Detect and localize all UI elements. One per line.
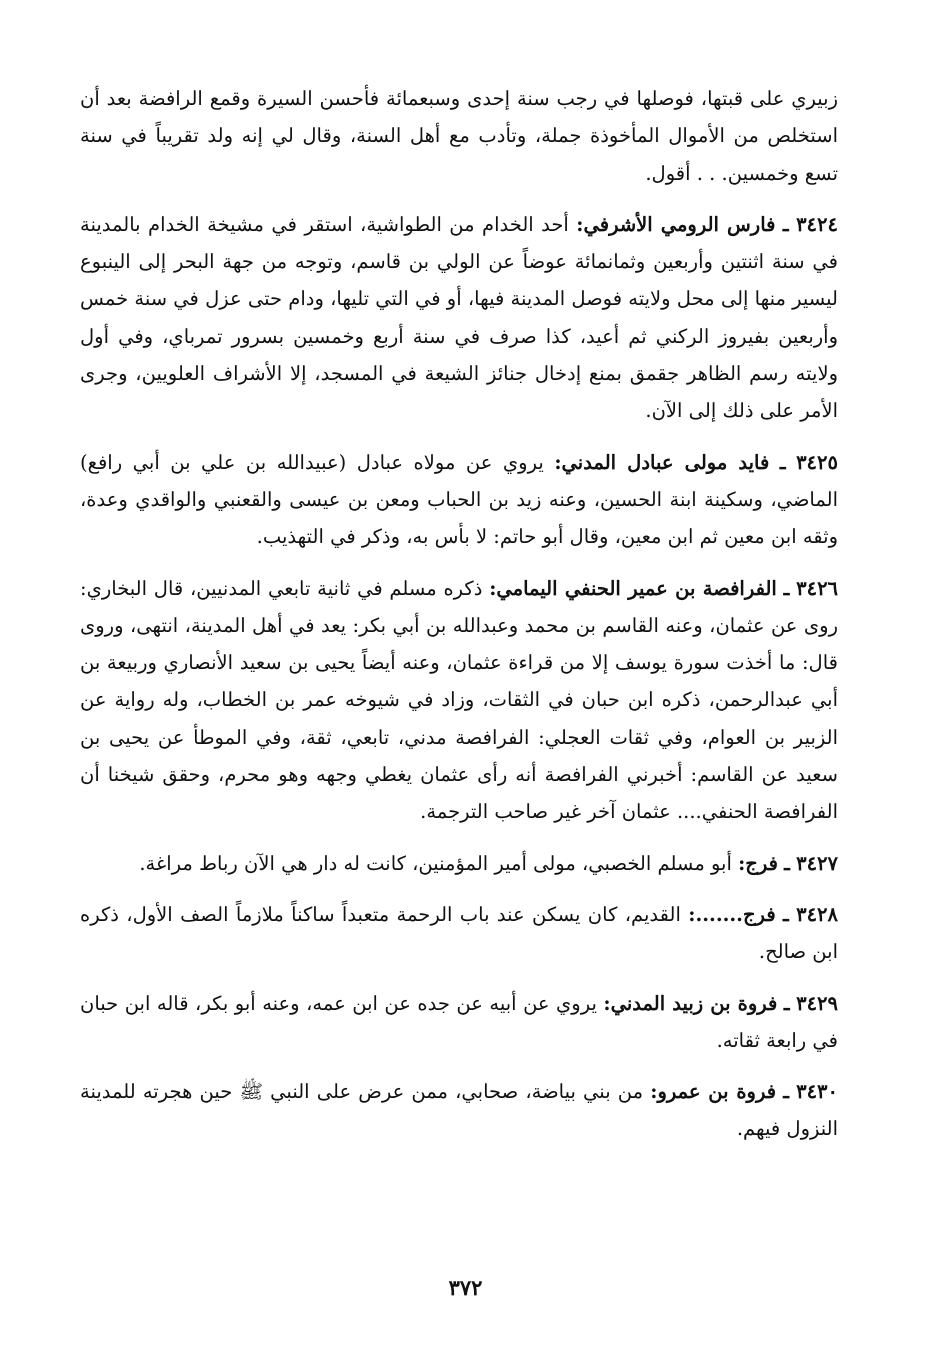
entry-separator: ـ — [783, 902, 789, 926]
entry-3428 — [80, 896, 838, 971]
entry-number: ٣٤٢٦ — [796, 576, 839, 600]
entry-separator: ـ — [784, 851, 790, 875]
entry-3425 — [80, 444, 838, 556]
paragraph-gap — [80, 1059, 838, 1073]
entry-text: القديم، كان يسكن عند باب الرحمة متعبداً ساكناً ملازماً الصف الأول، ذكره ابن صالح. — [80, 902, 838, 964]
entry-number: ٣٤٢٤ — [796, 212, 838, 236]
entry-text: يروي عن مولاه عبادل (عبيدالله بن علي بن أبي رافع) الماضي، وسكينة ابنة الحسين، وعنه زيد بن الحباب ومعن بن عيسى والقعنبي والواقدي وعدة، وثقه ابن معين ثم ابن معين، وقال أبو حاتم: لا بأس به، وذكر في التهذيب. — [80, 450, 838, 549]
opening-text: زبيري على قبتها، فوصلها في رجب سنة إحدى وسبعمائة فأحسن السيرة وقمع الرافضة بعد أن استخلص من الأموال المأخوذة جملة، وتأدب مع أهل السنة، وقال لي إنه ولد تقريباً في سنة تسع وخمسين. . . أقول. — [80, 87, 838, 185]
paragraph-gap — [80, 831, 838, 845]
entry-3424 — [80, 206, 838, 430]
paragraph-gap — [80, 971, 838, 985]
entry-separator: ـ — [782, 212, 789, 236]
opening-paragraph — [80, 80, 838, 192]
entry-3427 — [80, 845, 838, 882]
page-body — [80, 80, 838, 1148]
entry-text: أبو مسلم الخصبي، مولى أمير المؤمنين، كانت له دار هي الآن رباط مراغة. — [139, 851, 732, 875]
entry-number: ٣٤٢٧ — [796, 851, 838, 875]
paragraph-gap — [80, 192, 838, 206]
entry-text: يروي عن أبيه عن جده عن ابن عمه، وعنه أبو بكر، قاله ابن حبان في رابعة ثقاته. — [80, 991, 838, 1052]
paragraph-gap — [80, 430, 838, 444]
entry-separator: ـ — [783, 1080, 789, 1104]
entry-name: فرج.......: — [688, 902, 776, 926]
entry-number: ٣٤٢٩ — [796, 991, 839, 1015]
paragraph-gap — [80, 882, 838, 896]
entry-name: فايد مولى عبادل المدني: — [554, 450, 770, 474]
entry-separator: ـ — [783, 576, 790, 600]
entry-name: فرج: — [738, 851, 778, 875]
entry-name: الفرافصة بن عمير الحنفي اليمامي: — [489, 576, 777, 600]
entry-number: ٣٤٣٠ — [796, 1080, 838, 1104]
entry-text: من بني بياضة، صحابي، ممن عرض على النبي ﷺ حين هجرته للمدينة النزول فيهم. — [80, 1080, 838, 1141]
entry-3429 — [80, 985, 838, 1060]
entry-separator: ـ — [779, 450, 786, 474]
entry-name: فروة بن زبيد المدني: — [603, 991, 778, 1015]
paragraph-gap — [80, 556, 838, 570]
entry-text: أحد الخدام من الطواشية، استقر في مشيخة الخدام بالمدينة في سنة اثنتين وأربعين وثمانمائة عوضاً عن الولي بن قاسم، وتوجه من جهة البحر إلى الينبوع ليسير منها إلى محل ولايته فوصل المدينة فيها، أو في التي تليها، ودام حتى عزل في سنة خمس وأربعين بفيروز الركني ثم أعيد، كذا صرف في سنة أربع وخمسين بسرور تمرباي، وفي أول ولايته رسم الظاهر جقمق بمنع إدخال جنائز الشيعة في المسجد، إلا الأشراف العلويين، وجرى الأمر على ذلك إلى الآن. — [80, 212, 838, 423]
entry-text: ذكره مسلم في ثانية تابعي المدنيين، قال البخاري: روى عن عثمان، وعنه القاسم بن محمد وعبدالله بن أبي بكر: يعد في أهل المدينة، انتهى، وروى قال: ما أخذت سورة يوسف إلا من قراءة عثمان، وعنه أيضاً يحيى بن سعيد الأنصاري وربيعة بن أبي عبدالرحمن، ذكره ابن حبان في الثقات، وزاد في شيوخه عمر بن الخطاب، وله رواية عن الزبير بن العوام، وفي ثقات العجلي: الفرافصة مدني، تابعي، ثقة، وفي الموطأ عن يحيى بن سعيد عن القاسم: أخبرني الفرافصة أنه رأى عثمان يغطي وجهه وهو محرم، وحقق شيخنا أن الفرافصة الحنفي.... عثمان آخر غير صاحب الترجمة. — [80, 576, 838, 824]
entry-number: ٣٤٢٨ — [796, 902, 839, 926]
entry-3426 — [80, 570, 838, 831]
entry-separator: ـ — [783, 991, 790, 1015]
entry-number: ٣٤٢٥ — [796, 450, 838, 474]
entry-3430 — [80, 1073, 838, 1148]
entry-name: فروة بن عمرو: — [650, 1080, 777, 1104]
page-number: ٣٧٢ — [448, 1275, 483, 1300]
entry-name: فارس الرومي الأشرفي: — [576, 212, 776, 236]
